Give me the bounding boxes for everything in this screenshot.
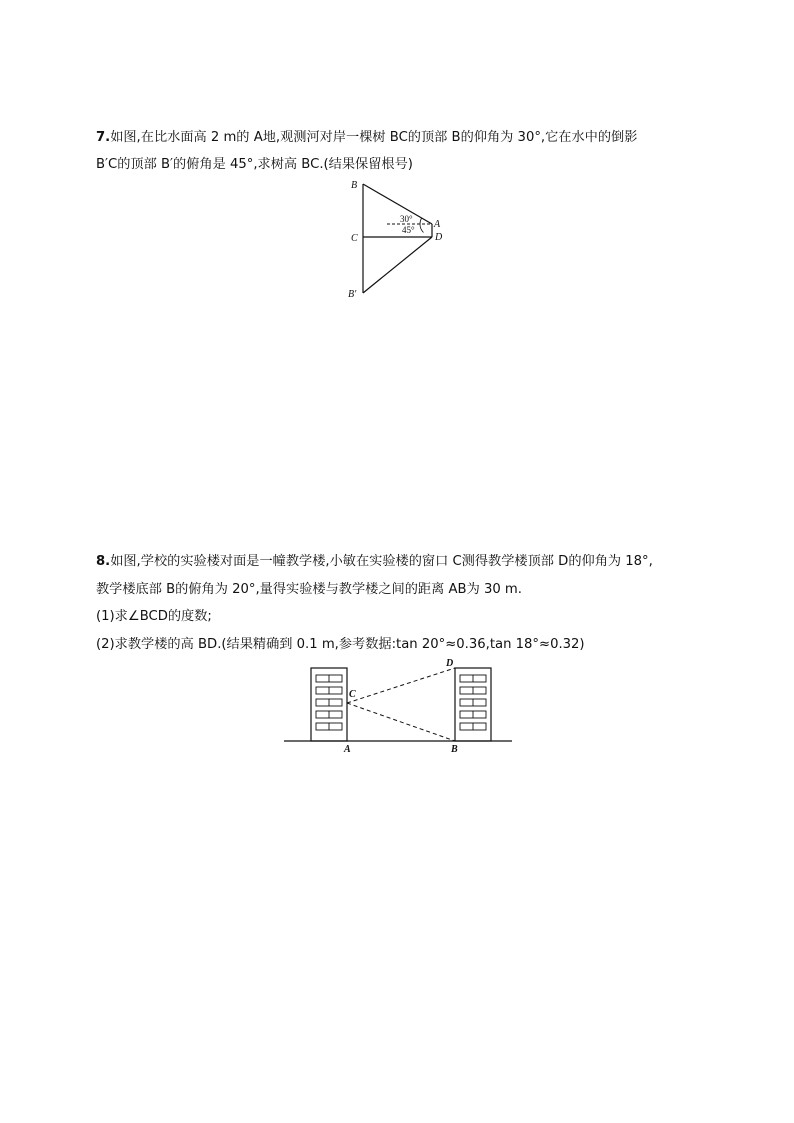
q8-number: 8. — [96, 554, 111, 569]
q8-teaching-building — [455, 668, 491, 741]
q8-label-a: A — [344, 744, 351, 755]
q7-label-c: C — [351, 233, 358, 244]
q8-label-b: B — [451, 744, 458, 755]
q8-sightline-cb — [347, 703, 455, 741]
q7-arc-30 — [420, 218, 422, 224]
q7-line-bpd — [363, 237, 432, 293]
q8-part-1: (1)求∠BCD的度数; — [96, 609, 212, 624]
q8-label-d: D — [446, 658, 454, 669]
q8-label-c: C — [349, 689, 356, 700]
q8-part-2: (2)求教学楼的高 BD.(结果精确到 0.1 m,参考数据:tan 20°≈0.36,tan 18°≈0.32) — [96, 637, 585, 652]
q8-line-1 — [96, 553, 653, 571]
q7-figure — [340, 172, 450, 300]
q7-angle-30: 30° — [400, 214, 413, 224]
q8-line-2: 教学楼底部 B的俯角为 20°,量得实验楼与教学楼之间的距离 AB为 30 m. — [96, 582, 522, 597]
q7-line-2: B′C的顶部 B′的俯角是 45°,求树高 BC.(结果保留根号) — [96, 157, 413, 172]
q7-number: 7. — [96, 130, 111, 145]
q7-arc-45 — [420, 224, 424, 233]
q8-lab-building — [311, 668, 347, 741]
q8-figure — [280, 656, 516, 756]
q7-label-a: A — [434, 219, 441, 230]
q7-label-bp: B′ — [348, 289, 357, 300]
q7-label-d: D — [435, 232, 443, 243]
q8-text-1: 如图,学校的实验楼对面是一幢教学楼,小敏在实验楼的窗口 C测得教学楼顶部 D的仰角为 18°, — [110, 554, 653, 569]
q7-line-ba — [363, 184, 432, 224]
q7-line-1 — [96, 129, 637, 147]
q7-label-b: B — [351, 180, 358, 191]
q8-sightline-cd — [347, 668, 455, 703]
q7-text-1: 如图,在比水面高 2 m的 A地,观测河对岸一棵树 BC的顶部 B的仰角为 30°,它在水中的倒影 — [110, 130, 638, 145]
q7-angle-45: 45° — [402, 225, 415, 235]
